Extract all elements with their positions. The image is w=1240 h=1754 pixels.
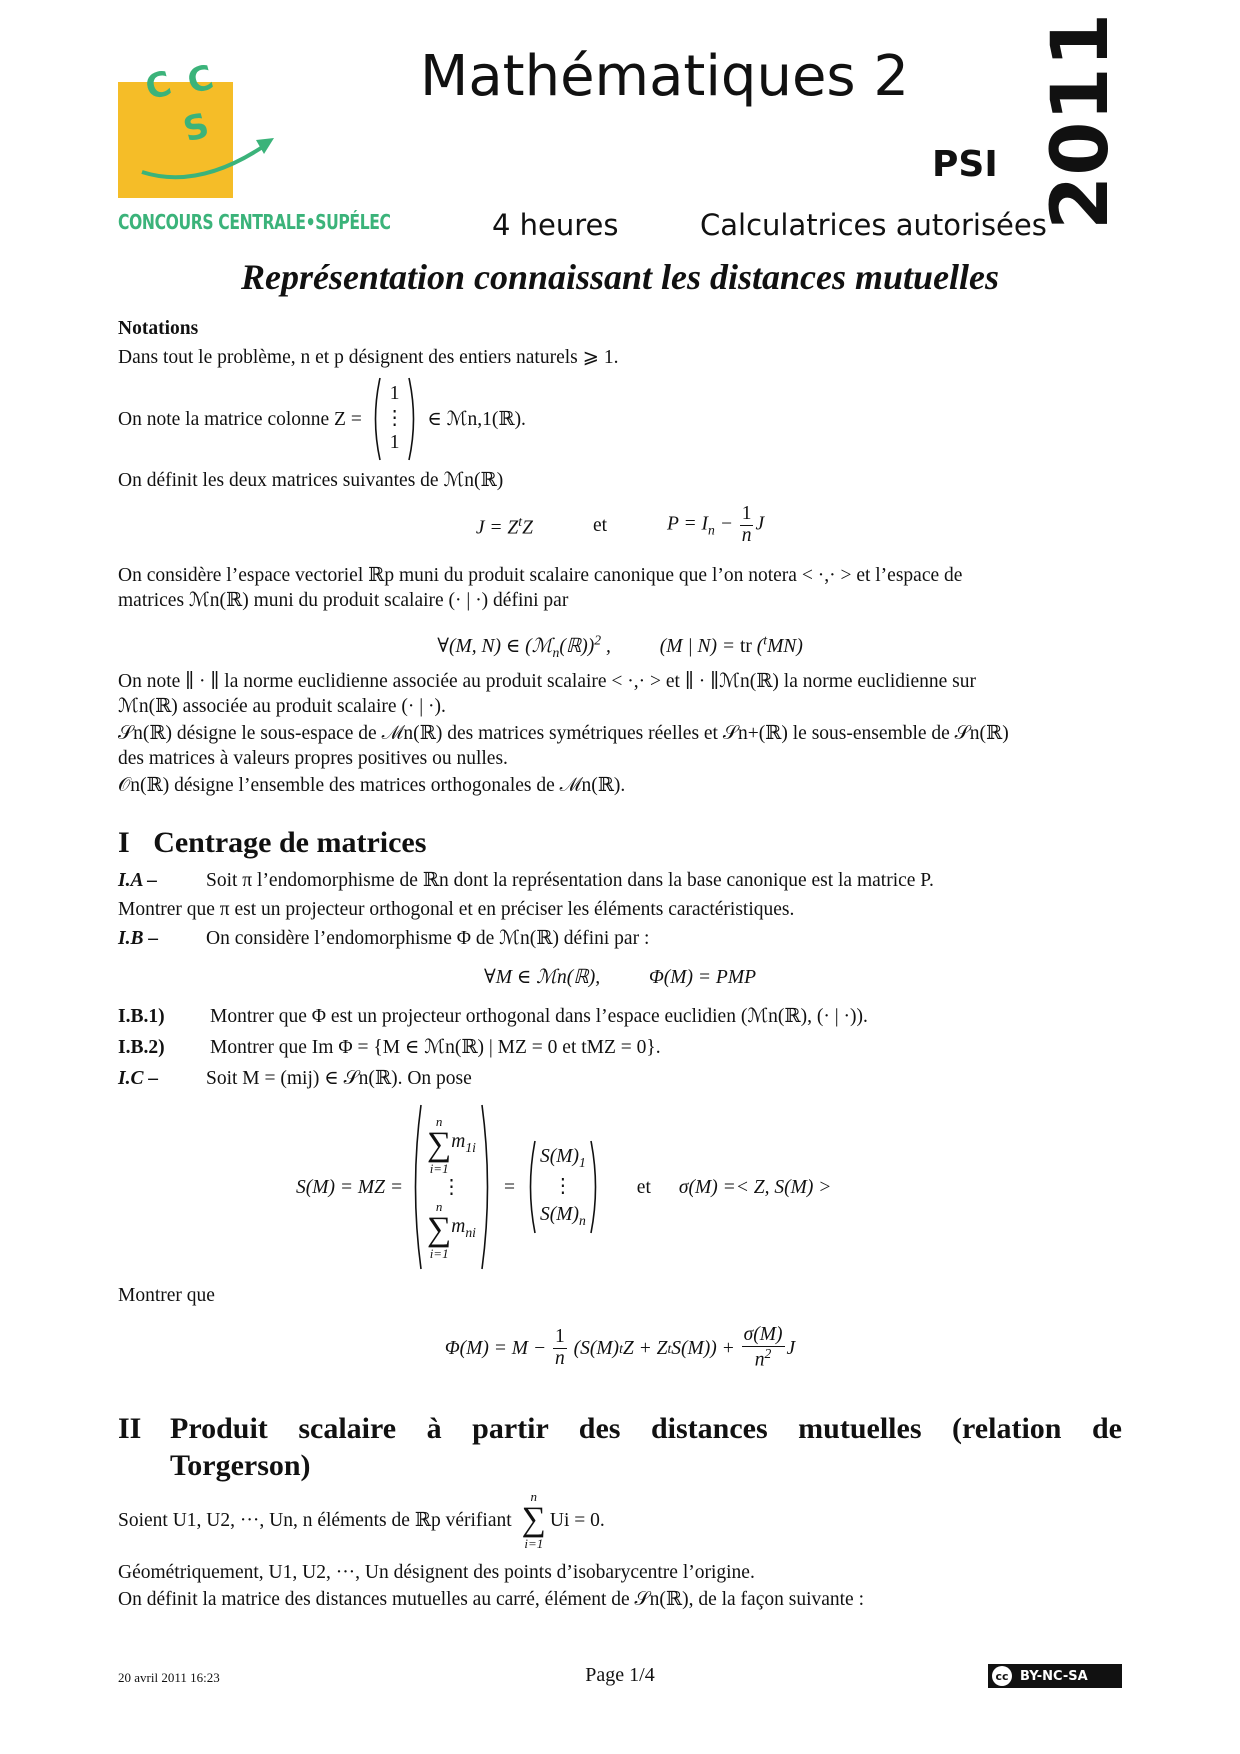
footer-page: Page 1/4 [585,1664,655,1686]
question-ic: I.C – Soit M = (mij) ∈ 𝒮n(ℝ). On pose [118,1068,472,1089]
subject-title: Représentation connaissant les distances mutuelles [240,257,1000,297]
exam-calculators: Calculatrices autorisées [700,208,1047,242]
logo-letter-s: S [179,105,214,151]
exam-duration: 4 heures [492,208,619,242]
notations-p6: 𝒮n(ℝ) désigne le sous-espace de ℳn(ℝ) des matrices symétriques réelles et 𝒮n+(ℝ) le sous-ensemble de 𝒮n(ℝ) des matrices à valeurs propres positives ou nulles. [118,723,1009,769]
logo [118,57,391,238]
section-2-p1: Soient U1, U2, ···, Un, n éléments de ℝp vérifiant n ∑ i=1 Ui = 0. [118,1489,605,1551]
logo-caption: CONCOURS CENTRALE•SUPÉLEC [118,210,391,234]
left-paren-icon [409,1103,423,1271]
question-ia: I.A – Soit π l’endomorphisme de ℝn dont la représentation dans la base canonique est la matrice P. [118,870,934,891]
license-badge [988,1664,1122,1688]
left-paren-icon [525,1139,537,1235]
section-2 [118,1490,1122,1612]
footer-date: 20 avril 2011 16:23 [118,1670,220,1685]
notations-p2 [118,376,1122,462]
equation-p: $P = I_n$ − $\frac{1}{n}$ J [667,503,765,546]
right-paren-icon [407,376,419,462]
right-paren-icon [589,1139,601,1235]
equation-et: et [592,514,608,536]
notations [118,316,1122,798]
exam-title: Mathématiques 2 [420,44,910,109]
notations-p2-prefix: On note la matrice colonne Z = [118,408,362,430]
section-2-p2: Géométriquement, U1, U2, ···, Un désignent des points d’isobarycentre l’origine. [118,1562,755,1583]
logo-swoosh-icon [138,128,288,188]
right-paren-icon [480,1103,494,1271]
sum-column: n ∑ i=1 $m_{1i}$ ⋮ n ∑ i=1 $m_{ni}$ [409,1103,494,1271]
equation-j-p [118,501,1122,549]
notations-p1: Dans tout le problème, n et p désignent des entiers naturels ⩾ 1. [118,347,619,368]
equation-scalar-product: ∀(M, N) ∈ (ℳ$_n$(ℝ))$^2$ , (M | N) = tr ($^t$MN) [437,632,803,660]
equation-s-of-m: S(M) = MZ = n ∑ i=1 $m_{1i}$ ⋮ n ∑ i=1 $m_{ni}$ = $S(M)_1$ ⋮ $S(M)_n$ et σ(M) =< Z, S(M) > [118,1101,1122,1273]
exam-year: 2011 [1036,12,1126,230]
question-ia-2: Montrer que π est un projecteur orthogonal et en préciser les éléments caractéristiques. [118,899,795,920]
notations-p5: On note ∥ · ∥ la norme euclidienne associée au produit scalaire < ·,· > et ∥ · ∥ℳn(ℝ) la norme euclidienne sur ℳn(ℝ) associée au produit scalaire (· | ·). [118,671,976,717]
question-ib1: I.B.1) Montrer que Φ est un projecteur orthogonal dans l’espace euclidien (ℳn(ℝ), (· | ·)). [118,1006,868,1027]
left-paren-icon [370,376,382,462]
logo-letter-c2: C [183,57,218,103]
section-1-heading: I Centrage de matrices [118,826,427,859]
column-vector-z [370,376,420,462]
notations-p7: 𝒪n(ℝ) désigne l’ensemble des matrices orthogonales de ℳn(ℝ). [118,775,626,796]
question-ic-show: Montrer que [118,1285,215,1306]
section-2-p3: On définit la matrice des distances mutuelles au carré, élément de 𝒮n(ℝ), de la façon suivante : [118,1589,865,1610]
notations-p3: On définit les deux matrices suivantes de ℳn(ℝ) [118,470,504,491]
column-vector-entries: 1 ⋮ 1 [384,383,405,454]
notations-p4: On considère l’espace vectoriel ℝp muni du produit scalaire canonique que l’on notera < ·,· > et l’espace de matrices ℳn(ℝ) muni du produit scalaire (· | ·) défini par [118,565,963,611]
exam-track: PSI [932,144,998,185]
equation-j: $J = Z^tZ$ [475,514,533,539]
equation-phi-expansion: Φ(M) = M − $\frac{1}{n}$ (S(M) t Z + Z t S(M)) + $\frac{\sigma(M)}{n^2}$ J [444,1324,796,1371]
equation-phi: ∀M ∈ ℳn(ℝ), Φ(M) = PMP [483,967,757,988]
section-2-heading: II Produit scalaire à partir des distances mutuelles (relation de Torgerson) [118,1412,1122,1482]
section-1 [118,868,1122,1376]
s-column: $S(M)_1$ ⋮ $S(M)_n$ [525,1139,601,1235]
license-text: BY-NC-SA [1020,1668,1088,1684]
notations-p2-suffix: ∈ ℳn,1(ℝ). [427,408,526,430]
logo-letter-c1: C [141,63,176,109]
cc-icon: cc [992,1666,1012,1686]
question-ib: I.B – On considère l’endomorphisme Φ de ℳn(ℝ) défini par : [118,928,650,949]
question-ib2: I.B.2) Montrer que Im Φ = {M ∈ ℳn(ℝ) | MZ = 0 et tMZ = 0}. [118,1037,661,1058]
notations-heading: Notations [118,318,199,339]
